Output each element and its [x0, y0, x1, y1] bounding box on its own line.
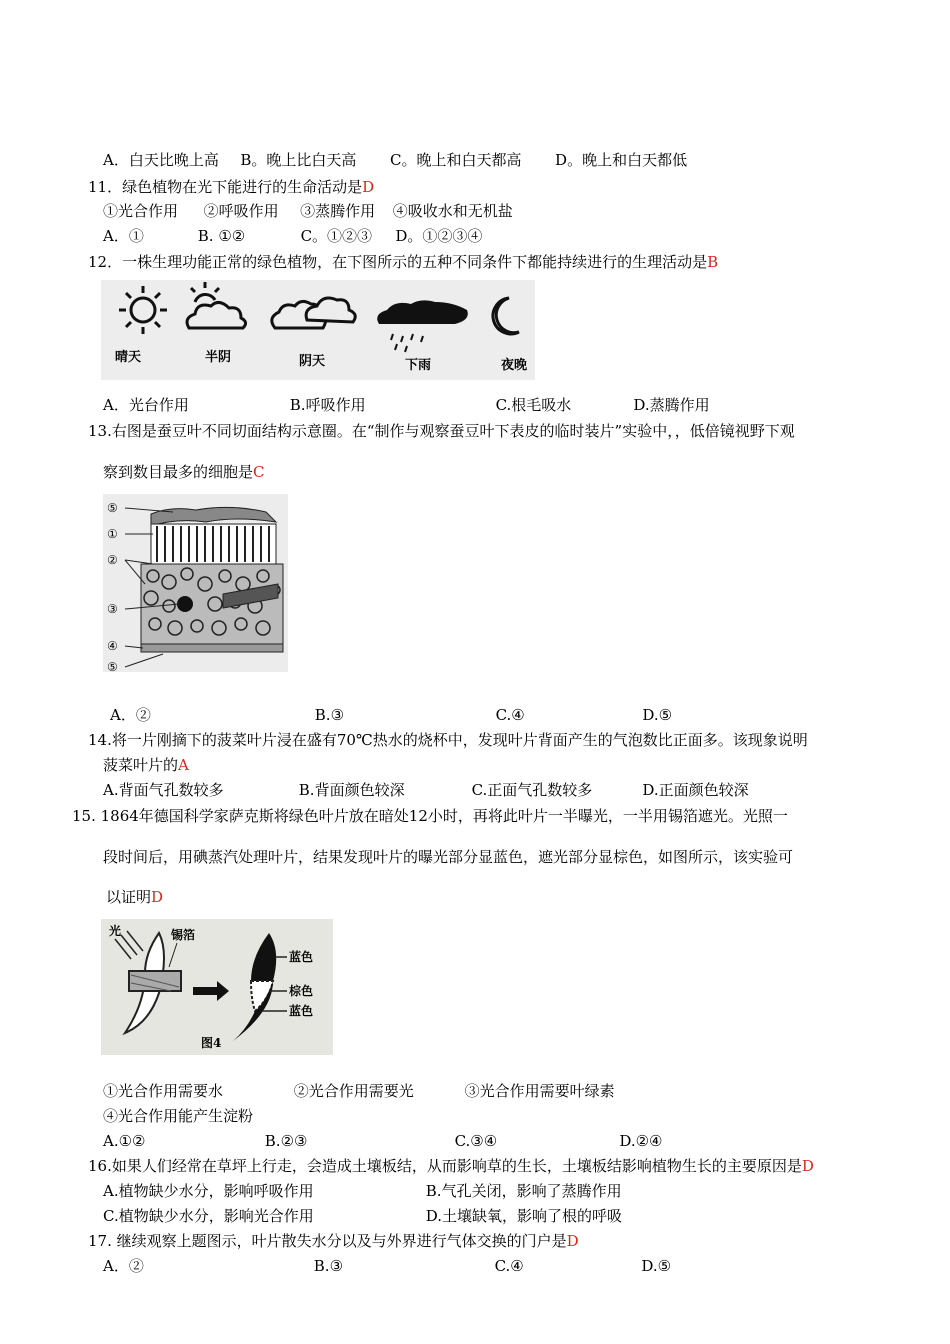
q15-item-2: ②光合作用需要光 — [293, 1082, 414, 1100]
q17-stem — [88, 1231, 579, 1251]
leaf-label-5b: ⑤ — [107, 660, 118, 674]
q15-item-3: ③光合作用需要叶绿素 — [464, 1082, 615, 1100]
rain-icon — [377, 300, 468, 352]
leaf-label-1: ① — [107, 527, 118, 541]
q16-options-row1 — [103, 1181, 622, 1201]
weather-label-sunny: 晴天 — [115, 350, 142, 365]
q11-option-c: C。①②③ — [300, 227, 373, 245]
q15-item-4: ④光合作用能产生淀粉 — [103, 1107, 254, 1125]
q11-item-4: ④吸收水和无机盐 — [392, 202, 513, 220]
leaf-experiment-figure — [101, 919, 333, 1055]
q15-stem-line3-text: 以证明 — [106, 888, 152, 906]
q15-stem-line3 — [106, 887, 163, 907]
q11-option-a: A．① — [103, 227, 144, 245]
q13-option-b: B.③ — [314, 706, 345, 724]
q11-item-3: ③蒸腾作用 — [300, 202, 376, 220]
q11-answer: D — [362, 178, 375, 196]
q16-answer: D — [801, 1157, 814, 1175]
sun-icon — [119, 286, 167, 334]
q13-option-c: C.④ — [495, 706, 525, 724]
q15-option-d: D.②④ — [619, 1132, 663, 1150]
q13-option-d: D.⑤ — [642, 706, 673, 724]
q14-option-b: B.背面颜色较深 — [298, 781, 405, 799]
q17-answer: D — [566, 1232, 579, 1250]
q14-option-c: C.正面气孔数较多 — [471, 781, 593, 799]
q11-option-d: D。①②③④ — [395, 227, 483, 245]
q13-answer: C — [253, 463, 265, 481]
q13-options — [110, 705, 672, 725]
leaf-section-figure — [103, 494, 288, 672]
q13-option-a: A．② — [110, 706, 151, 724]
q14-options — [103, 780, 749, 800]
weather-label-cloudy: 阴天 — [299, 354, 326, 369]
q14-option-a: A.背面气孔数较多 — [103, 781, 224, 799]
exp-label-brown: 棕色 — [289, 984, 314, 998]
q11-stem-text: 11．绿色植物在光下能进行的生命活动是 — [88, 178, 363, 196]
q12-option-b: B.呼吸作用 — [289, 396, 366, 414]
q15-option-c: C.③④ — [454, 1132, 498, 1150]
weather-label-rain: 下雨 — [405, 358, 432, 373]
leaf-label-3: ③ — [107, 602, 118, 616]
q11-item-1: ①光合作用 — [103, 202, 179, 220]
q10-options — [103, 150, 687, 170]
q10-option-d: D。晚上和白天都低 — [555, 151, 688, 169]
q12-stem — [88, 252, 718, 272]
q11-item-2: ②呼吸作用 — [203, 202, 279, 220]
exp-label-blue-top: 蓝色 — [289, 950, 314, 964]
q15-stem-line1: 15. 1864年德国科学家萨克斯将绿色叶片放在暗处12小时，再将此叶片一半曝光，一半用锡箔遮光。光照一 — [72, 807, 788, 825]
q10-option-c: C。晚上和白天都高 — [390, 151, 522, 169]
q12-option-a: A．光台作用 — [103, 396, 189, 414]
q15-stem-line2: 段时间后，用碘蒸汽处理叶片，结果发现叶片的曝光部分显蓝色，遮光部分显棕色，如图所示，该实验可 — [103, 848, 794, 866]
q11-stem — [88, 177, 374, 197]
q15-items-row1 — [103, 1081, 615, 1101]
q16-option-a: A.植物缺少水分，影响呼吸作用 — [103, 1182, 314, 1200]
cloudy-icon — [272, 298, 355, 328]
q13-stem-line2-text: 察到数目最多的细胞是 — [103, 463, 254, 481]
q15-options — [103, 1131, 663, 1151]
moon-icon — [493, 298, 519, 334]
q12-answer: B — [707, 253, 719, 271]
q14-stem-line2-text: 菠菜叶片的 — [103, 756, 179, 774]
q14-stem-line2 — [103, 755, 189, 775]
q12-option-c: C.根毛吸水 — [495, 396, 572, 414]
q15-item-1: ①光合作用需要水 — [103, 1082, 224, 1100]
q12-stem-text: 12．一株生理功能正常的绿色植物，在下图所示的五种不同条件下都能持续进行的生理活动是 — [88, 253, 708, 271]
weather-label-night: 夜晚 — [501, 358, 528, 373]
exp-figure-number: 图4 — [201, 1036, 222, 1050]
q11-options — [103, 226, 482, 246]
leaf-label-5a: ⑤ — [107, 501, 118, 515]
q15-option-b: B.②③ — [264, 1132, 308, 1150]
q17-option-d: D.⑤ — [641, 1257, 672, 1275]
q16-option-d: D.土壤缺氧，影响了根的呼吸 — [425, 1207, 623, 1225]
q15-answer: D — [151, 888, 164, 906]
q13-stem-line1: 13.右图是蚕豆叶不同切面结构示意圈。在“制作与观察蚕豆叶下表皮的临时装片”实验中，，低倍镜视野下观 — [88, 422, 795, 440]
q17-option-b: B.③ — [313, 1257, 344, 1275]
q17-option-a: A．② — [103, 1257, 144, 1275]
q11-items — [103, 201, 513, 221]
leaf-label-2: ② — [107, 553, 118, 567]
q16-option-b: B.气孔关闭，影响了蒸腾作用 — [425, 1182, 622, 1200]
weather-label-partly: 半阴 — [205, 350, 232, 365]
q17-option-c: C.④ — [494, 1257, 524, 1275]
q12-options — [103, 395, 710, 415]
exp-label-light: 光 — [109, 924, 122, 938]
exp-label-blue-bottom: 蓝色 — [289, 1004, 314, 1018]
q14-option-d: D.正面颜色较深 — [642, 781, 749, 799]
weather-figure — [101, 280, 535, 380]
q16-stem-text: 16.如果人们经常在草坪上行走，会造成土壤板结，从而影响草的生长，土壤板结影响植物生长的主要原因是 — [88, 1157, 802, 1175]
q14-stem-line1: 14.将一片刚摘下的菠菜叶片浸在盛有70℃热水的烧杯中，发现叶片背面产生的气泡数比正面多。该现象说明 — [88, 731, 808, 749]
q15-option-a: A.①② — [103, 1132, 146, 1150]
q16-options-row2 — [103, 1206, 622, 1226]
partly-cloudy-icon — [187, 282, 246, 328]
q11-option-b: B. ①② — [197, 227, 246, 245]
q14-answer: A — [178, 756, 189, 774]
q12-option-d: D.蒸腾作用 — [633, 396, 710, 414]
q16-stem — [88, 1156, 814, 1176]
leaf-label-4: ④ — [107, 639, 118, 653]
q13-stem-line2 — [103, 462, 265, 482]
exp-label-foil: 锡箔 — [171, 928, 196, 942]
q16-option-c: C.植物缺少水分，影响光合作用 — [103, 1207, 314, 1225]
q10-option-b: B。晚上比白天高 — [240, 151, 357, 169]
q10-option-a: A．白天比晚上高 — [103, 151, 219, 169]
q17-options — [103, 1256, 671, 1276]
q17-stem-text: 17. 继续观察上题图示，叶片散失水分以及与外界进行气体交换的门户是 — [88, 1232, 567, 1250]
